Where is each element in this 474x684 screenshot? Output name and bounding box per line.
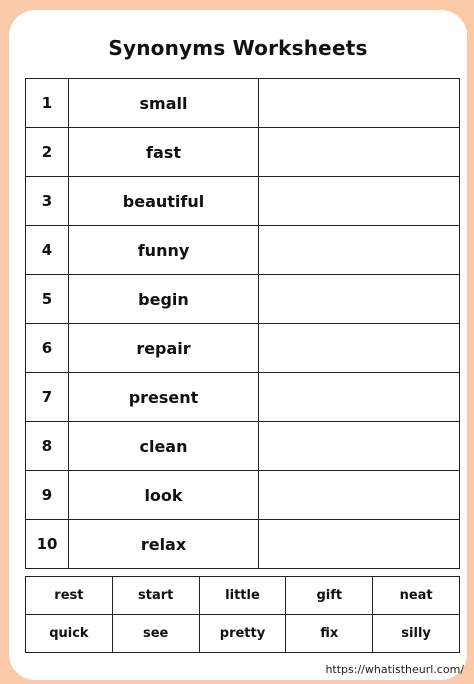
answer-cell[interactable] [259, 471, 460, 520]
row-word: funny [69, 226, 259, 275]
source-url: https://whatistheurl.com/ [325, 663, 464, 676]
answer-cell[interactable] [259, 177, 460, 226]
table-row [26, 373, 460, 422]
table-row [26, 422, 460, 471]
word-bank-item: start [112, 577, 199, 615]
row-number: 10 [26, 520, 69, 569]
row-word: present [69, 373, 259, 422]
word-bank-item: quick [26, 615, 113, 653]
synonyms-table [25, 78, 460, 569]
word-bank-item: little [199, 577, 286, 615]
worksheet-title: Synonyms Worksheets [108, 36, 368, 60]
row-word: relax [69, 520, 259, 569]
table-row [26, 471, 460, 520]
answer-cell[interactable] [259, 226, 460, 275]
word-bank [25, 576, 460, 653]
table-row [26, 275, 460, 324]
worksheet [9, 10, 467, 680]
answer-cell[interactable] [259, 520, 460, 569]
row-number: 8 [26, 422, 69, 471]
answer-cell[interactable] [259, 275, 460, 324]
answer-cell[interactable] [259, 324, 460, 373]
word-bank-item: neat [373, 577, 460, 615]
answer-cell[interactable] [259, 79, 460, 128]
row-word: beautiful [69, 177, 259, 226]
word-bank-item: rest [26, 577, 113, 615]
word-bank-item: pretty [199, 615, 286, 653]
answer-cell[interactable] [259, 373, 460, 422]
row-word: clean [69, 422, 259, 471]
answer-cell[interactable] [259, 128, 460, 177]
word-bank-row [26, 577, 460, 615]
row-number: 1 [26, 79, 69, 128]
row-number: 9 [26, 471, 69, 520]
word-bank-item: silly [373, 615, 460, 653]
row-number: 5 [26, 275, 69, 324]
word-bank-item: fix [286, 615, 373, 653]
row-word: repair [69, 324, 259, 373]
word-bank-item: gift [286, 577, 373, 615]
row-word: look [69, 471, 259, 520]
row-number: 6 [26, 324, 69, 373]
table-row [26, 177, 460, 226]
answer-cell[interactable] [259, 422, 460, 471]
row-word: fast [69, 128, 259, 177]
table-row [26, 520, 460, 569]
row-number: 7 [26, 373, 69, 422]
row-word: small [69, 79, 259, 128]
word-bank-row [26, 615, 460, 653]
table-row [26, 79, 460, 128]
row-number: 4 [26, 226, 69, 275]
table-row [26, 324, 460, 373]
row-number: 3 [26, 177, 69, 226]
row-word: begin [69, 275, 259, 324]
row-number: 2 [26, 128, 69, 177]
table-row [26, 226, 460, 275]
word-bank-item: see [112, 615, 199, 653]
table-row [26, 128, 460, 177]
